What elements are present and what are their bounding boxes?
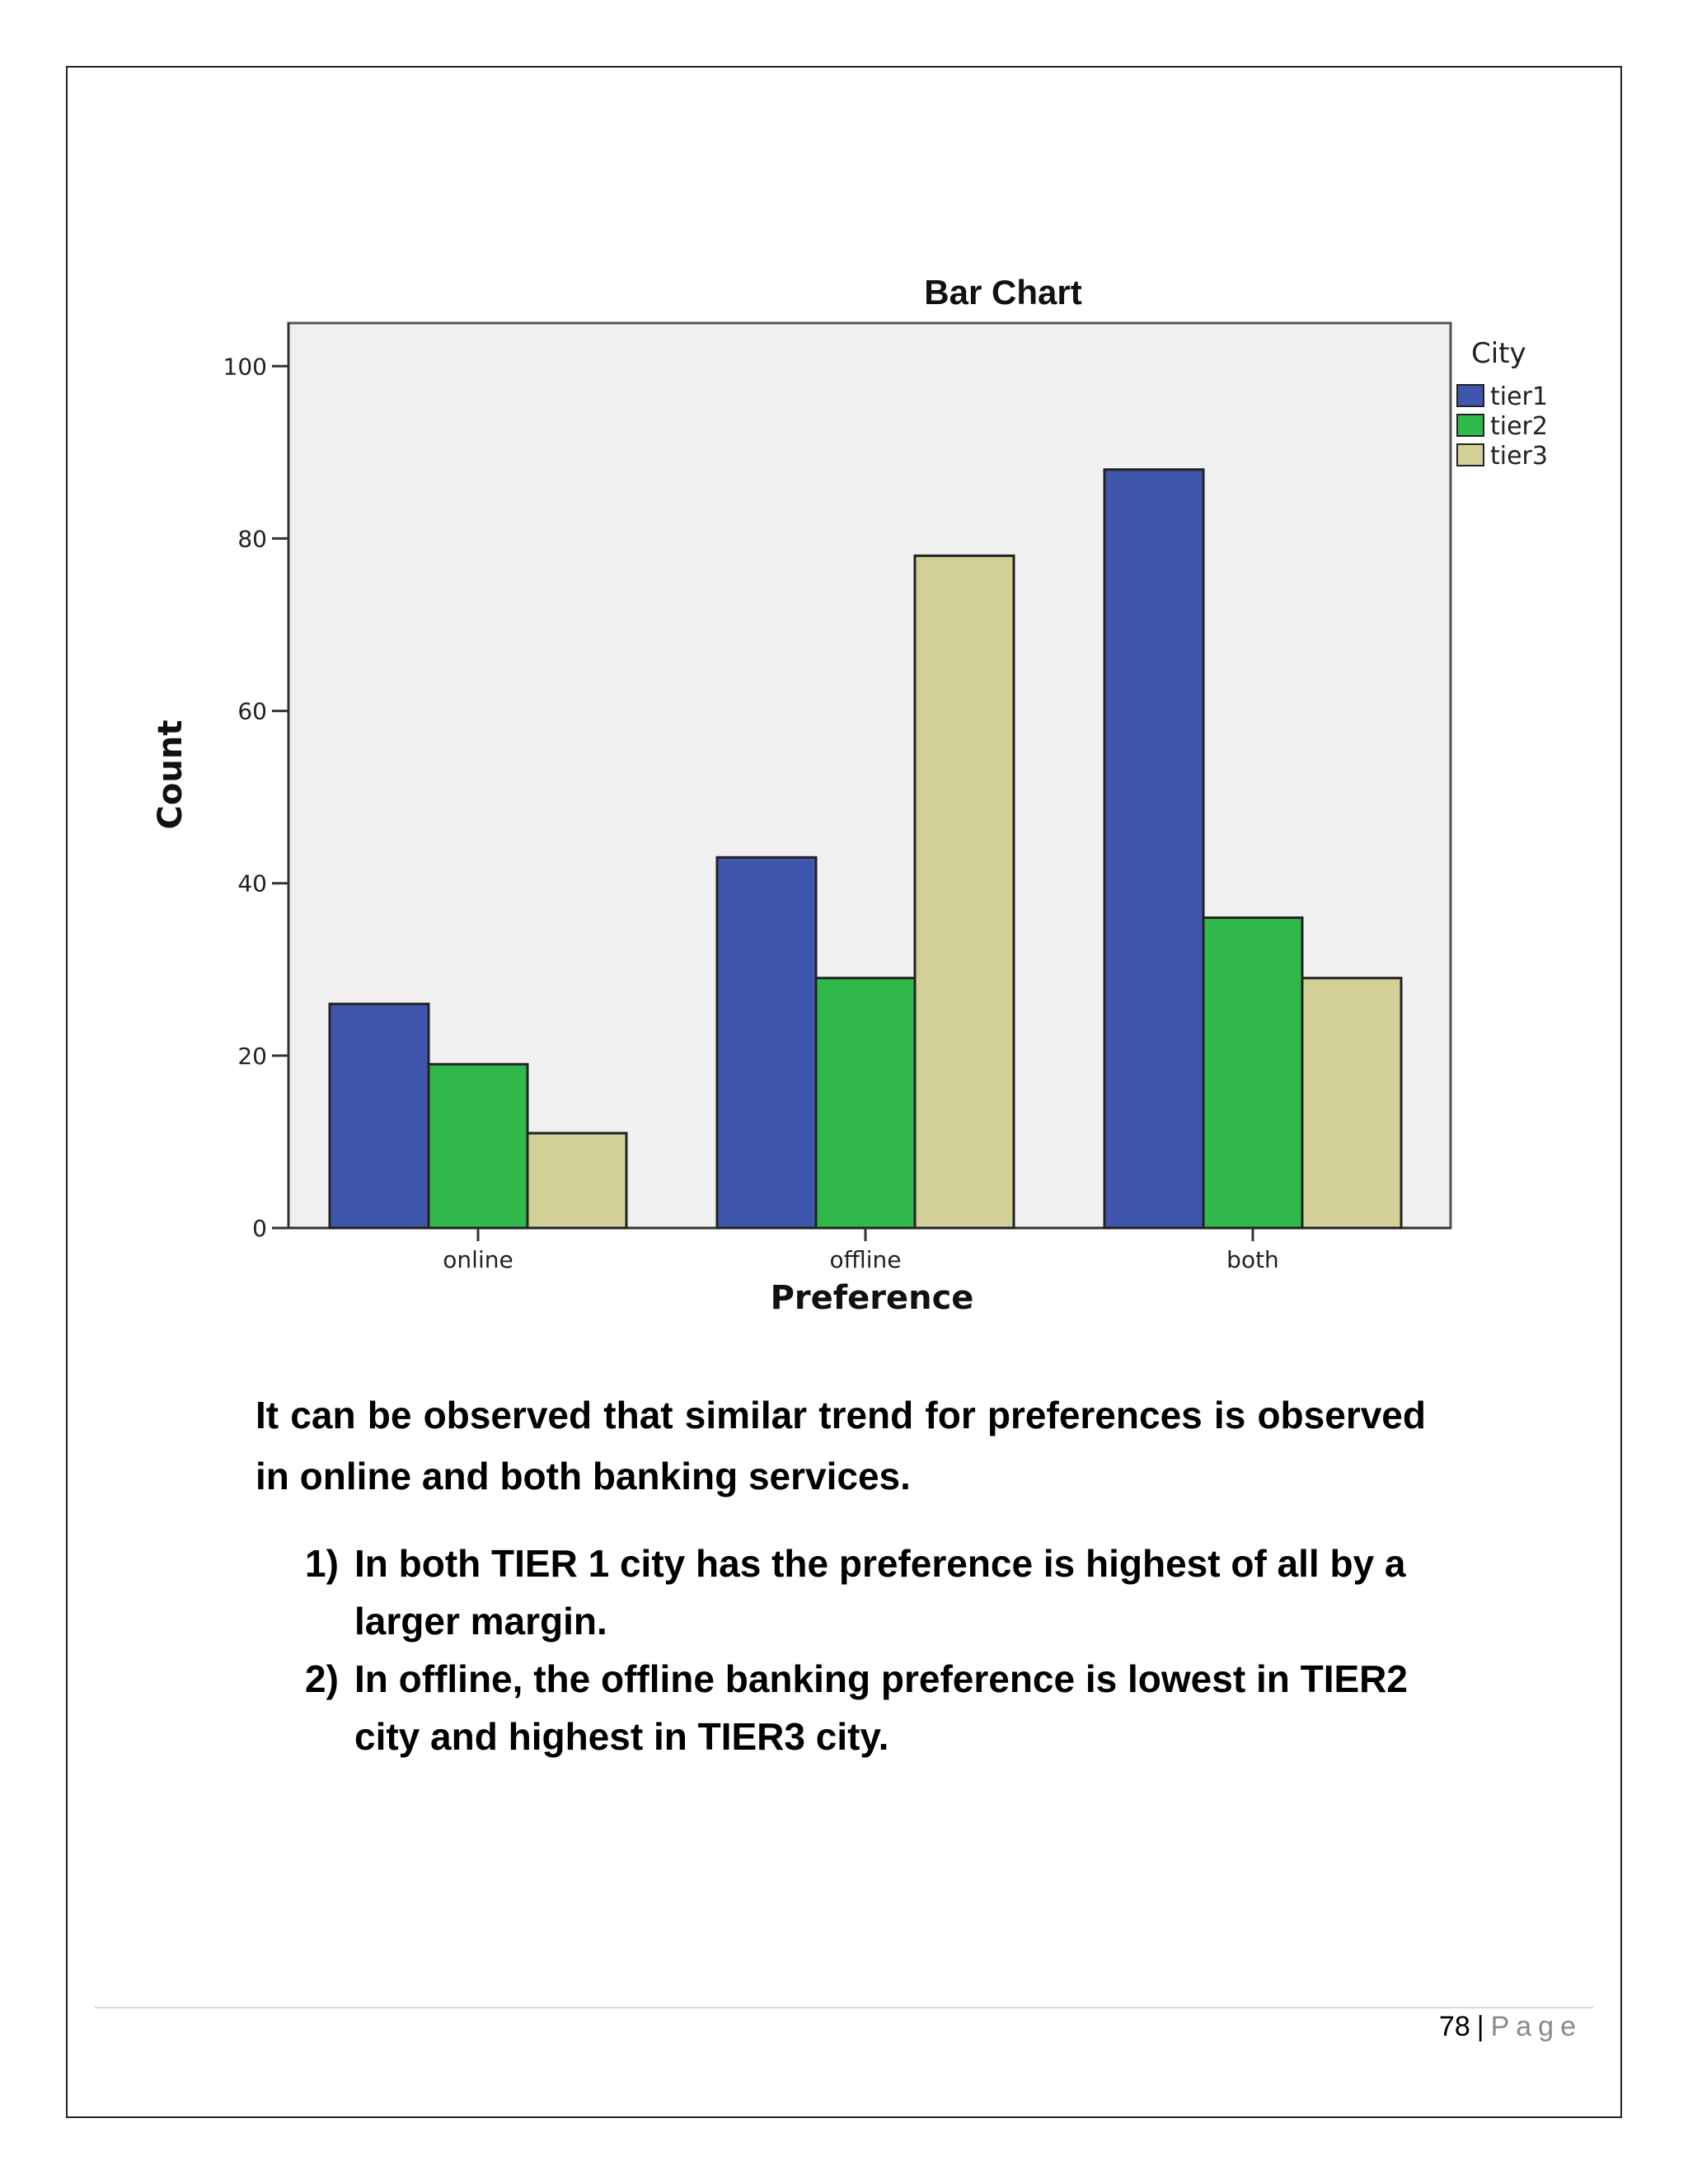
y-tick-label: 40 [237,869,267,898]
bar-tier2-online [429,1064,528,1228]
footer-divider [95,2007,1593,2008]
chart-title: Bar Chart [924,273,1082,312]
list-number: 2) [305,1657,339,1700]
legend-label-tier2: tier2 [1490,412,1548,441]
y-tick-label: 0 [252,1215,267,1242]
bar-tier3-online [528,1133,626,1228]
x-tick-label: offline [829,1246,902,1273]
bar-tier2-offline [816,978,915,1228]
page-footer [1439,2011,1582,2043]
legend-title: City [1471,337,1526,370]
y-tick-label: 20 [237,1042,267,1070]
summary-paragraph: It can be observed that similar trend for preferences is observed in online and both banking services. [256,1394,1426,1497]
page-word: Page [1490,2011,1582,2042]
x-axis-title: Preference [770,1279,974,1317]
list-text: In both TIER 1 city has the preference is highest of all by a larger margin. [354,1542,1406,1643]
x-tick-label: both [1226,1246,1279,1273]
findings-list [256,1535,1426,1765]
list-item [256,1650,1426,1765]
list-text: In offline, the offline banking preference is lowest in TIER2 city and highest in TIER3 city. [354,1657,1408,1758]
legend-swatch-tier3 [1457,444,1484,466]
y-tick-label: 80 [237,525,267,553]
y-tick-label: 100 [223,353,267,381]
y-axis-ticks [223,353,288,1242]
y-tick-label: 60 [237,697,267,725]
bar-tier2-both [1203,918,1302,1228]
legend-label-tier1: tier1 [1490,382,1548,411]
legend-swatch-tier1 [1457,385,1484,406]
list-item [256,1535,1426,1650]
list-number: 1) [305,1542,339,1585]
bar-chart [132,260,1566,1347]
legend-label-tier3: tier3 [1490,442,1548,471]
y-axis-title: Count [152,719,190,830]
bar-tier1-online [330,1004,429,1228]
bar-tier3-offline [915,555,1014,1228]
x-axis-ticks [443,1228,1279,1273]
legend [1457,337,1548,471]
x-tick-label: online [443,1246,513,1273]
bar-tier1-both [1104,470,1203,1228]
page-number: 78 [1438,2011,1470,2042]
bar-tier1-offline [717,857,816,1228]
footer-separator: | [1476,2011,1484,2042]
bar-tier3-both [1302,978,1401,1228]
legend-swatch-tier2 [1457,415,1484,436]
